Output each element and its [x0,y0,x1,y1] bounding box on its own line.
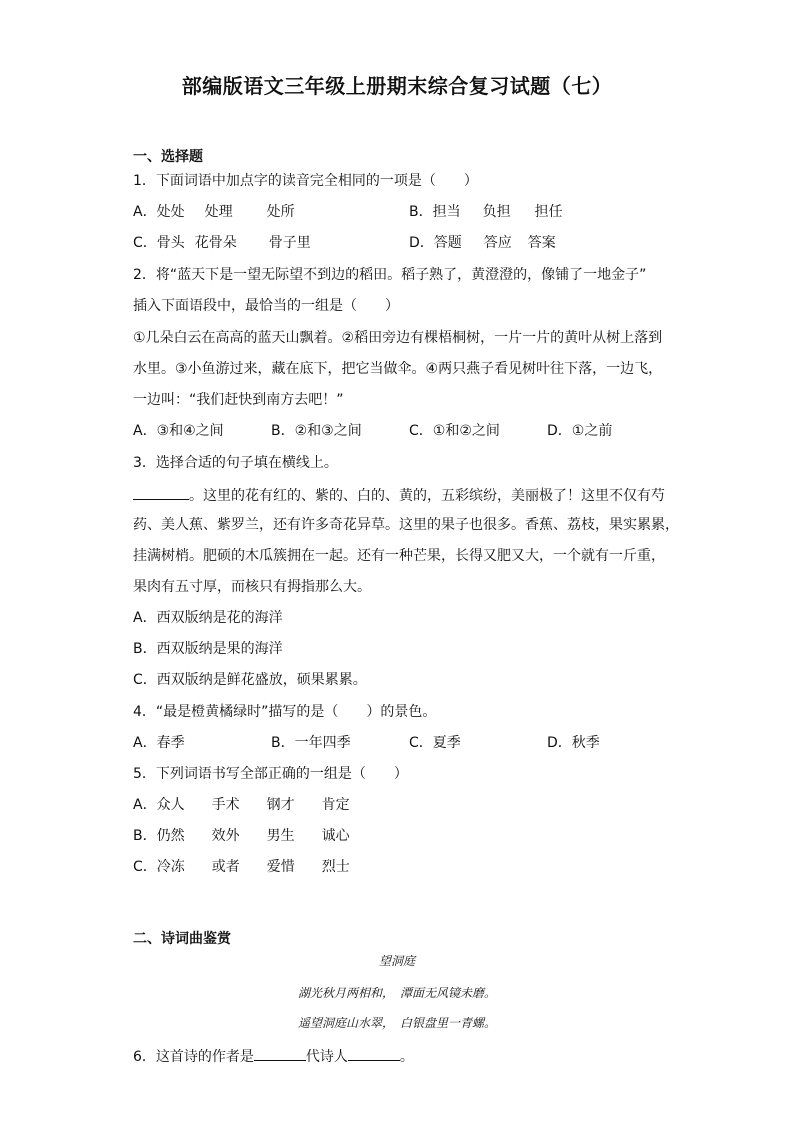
q1-option-b: B．担当 负担 担任 [409,204,563,220]
page-title: 部编版语文三年级上册期末综合复习试题（七） [181,74,613,98]
q4-option-c: C．夏季 [409,735,461,751]
q5-option-a: A．众人 手术 钢才 肯定 [133,797,350,813]
q4-option-b: B．一年四季 [271,735,351,751]
q2-option-a: A．③和④之间 [133,423,224,439]
q2-option-c: C．①和②之间 [409,423,500,439]
q4-option-a: A．春季 [133,735,185,751]
poem-line-1: 湖光秋月两相和， 潭面无风镜未磨。 [297,986,496,1000]
q1-option-c: C．骨头 花骨朵 骨子里 [133,235,311,251]
q1-stem: 1．下面词语中加点字的读音完全相同的一项是（ ） [133,173,478,189]
q3-passage-line3: 挂满树梢。肥硕的木瓜簇拥在一起。还有一种芒果，长得又肥又大，一个就有一斤重， [133,548,665,564]
q3-answer-blank[interactable] [133,485,189,500]
poem-title: 望洞庭 [378,954,415,968]
q5-option-c: C．冷冻 或者 爱惜 烈士 [133,859,350,875]
q2-stem-line1: 2．将“蓝天下是一望无际望不到边的稻田。稻子熟了，黄澄澄的，像铺了一地金子” [133,267,647,283]
q4-option-d: D．秋季 [547,735,600,751]
section-heading-choice: 一、选择题 [133,149,203,165]
q3-passage-line1: 。这里的花有红的、紫的、白的、黄的，五彩缤纷，美丽极了！这里不仅有芍 [133,485,665,505]
q2-stem-line2: 插入下面语段中，最恰当的一组是（ ） [133,298,399,314]
q6-poet-blank[interactable] [348,1046,400,1061]
q3-option-b: B．西双版纳是果的海洋 [133,641,283,657]
q2-passage-line1: ①几朵白云在高高的蓝天山飘着。②稻田旁边有棵梧桐树，一片一片的黄叶从树上落到 [133,330,663,346]
q2-option-d: D．①之前 [547,423,613,439]
section-heading-poetry: 二、诗词曲鉴赏 [133,931,231,947]
poem-line-2: 遥望洞庭山水翠， 白银盘里一青螺。 [297,1016,496,1030]
q5-option-b: B．仍然 效外 男生 诚心 [133,828,350,844]
q3-passage-line4: 果肉有五寸厚，而核只有拇指那么大。 [133,579,371,595]
q3-option-c: C．西双版纳是鲜花盛放，硕果累累。 [133,672,367,688]
q2-option-b: B．②和③之间 [271,423,362,439]
q1-option-a: A．处处 处理 处所 [133,204,295,220]
q4-stem: 4．“最是橙黄橘绿时”描写的是（ ）的景色。 [133,704,437,720]
q2-passage-line2: 水里。③小鱼游过来，藏在底下，把它当做伞。④两只燕子看见树叶往下落，一边飞， [133,361,663,377]
q3-option-a: A．西双版纳是花的海洋 [133,610,283,626]
q6-stem: 6．这首诗的作者是 代诗人 。 [133,1046,414,1066]
q1-option-d: D．答题 答应 答案 [409,235,556,251]
q6-dynasty-blank[interactable] [254,1046,306,1061]
q3-passage-line2: 药、美人蕉、紫罗兰，还有许多奇花异草。这里的果子也很多。香蕉、荔枝，果实累累， [133,517,679,533]
q2-passage-line3: 一边叫：“我们赶快到南方去吧！” [133,392,344,408]
q3-stem: 3．选择合适的句子填在横线上。 [133,455,338,471]
q5-stem: 5．下列词语书写全部正确的一组是（ ） [133,766,408,782]
